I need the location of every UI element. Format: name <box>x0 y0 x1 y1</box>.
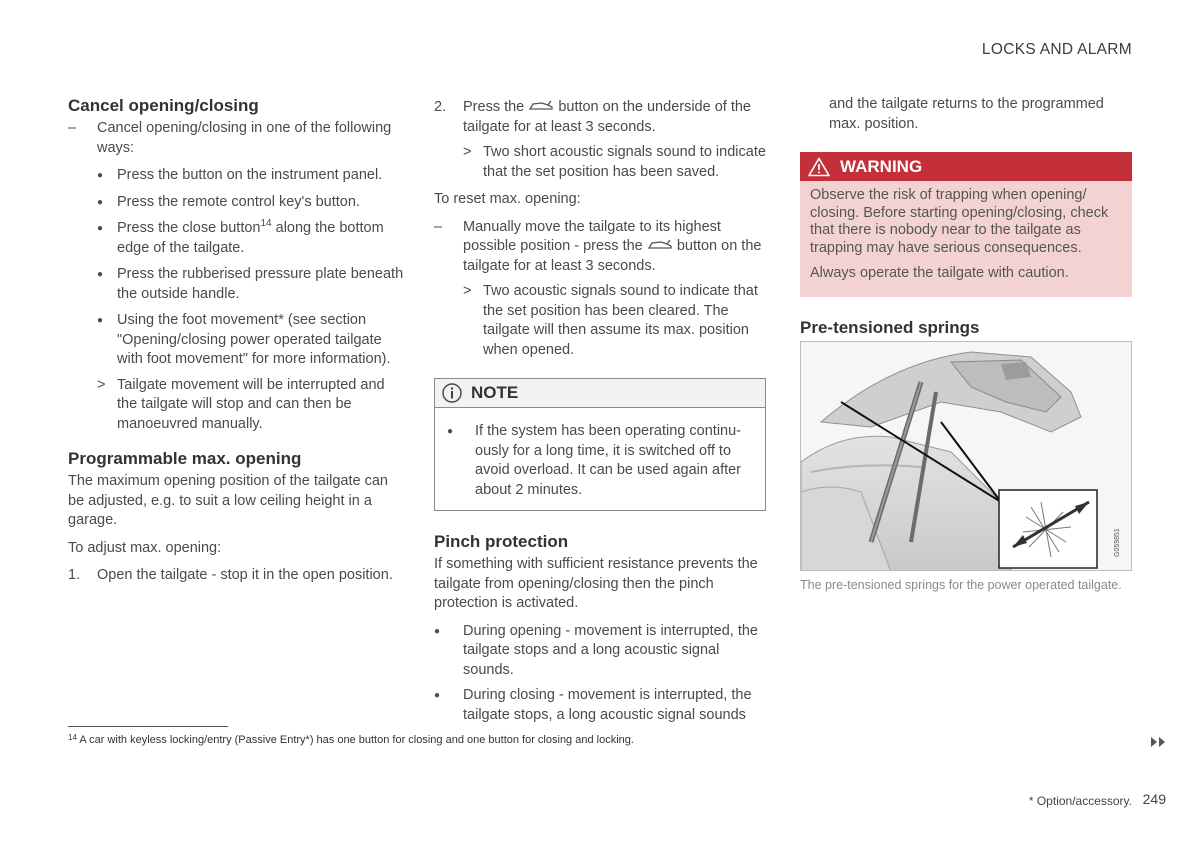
list-item: ● If the system has been operating continuously for a long time, it is switched off to avoid overload. It can be used again after about 2 minutes. <box>447 423 742 498</box>
bullet-marker: ● <box>97 196 104 208</box>
page-number: 249 <box>1142 791 1166 807</box>
footnote-text: A car with keyless locking/entry (Passive Entry*) has one button for closing and one button for closing and locking. <box>79 734 634 746</box>
section-title: LOCKS AND ALARM <box>981 41 1132 58</box>
pinch-intro: If something with sufficient resistance prevents the tailgate from opening/closing then the pinch protection is activated. <box>434 556 758 611</box>
column-2 <box>434 98 766 731</box>
tailgate-button-icon <box>647 239 673 251</box>
footnote-divider <box>68 726 228 727</box>
arrow-marker: > <box>463 144 472 160</box>
info-circle-icon <box>441 382 463 404</box>
footnote <box>68 733 634 747</box>
tailgate-springs-drawing <box>801 342 1132 571</box>
warning-text: Always operate the tailgate with caution. <box>810 265 1069 281</box>
warning-triangle-icon <box>808 157 830 177</box>
note-body <box>435 408 765 510</box>
note-box <box>434 378 766 511</box>
step-number: 2. <box>434 99 447 115</box>
warning-box <box>800 152 1132 297</box>
arrow-marker: > <box>97 376 106 393</box>
dash-marker: – <box>434 218 443 235</box>
bullet-marker: ● <box>97 170 104 181</box>
result-item: > Tailgate movement will be interrupted and the tailgate will stop and can then be manoeuvred manually. <box>97 376 385 432</box>
bullet-marker: ● <box>97 223 104 234</box>
column-3 <box>800 95 1132 593</box>
bullet-marker: ● <box>447 426 454 437</box>
springs-heading: Pre-tensioned springs <box>800 317 980 337</box>
result-item: > Two acoustic signals sound to indicate that the set position has been cleared. The tailgate will then assume its max. position when opened. <box>463 283 758 358</box>
double-arrow-right-icon <box>1150 736 1166 748</box>
reset-label: To reset max. opening: <box>434 191 581 207</box>
bullet-marker: ● <box>97 269 104 280</box>
list-item: ● Press the rubberised pressure plate beneath the outside handle. <box>97 266 404 302</box>
list-item: ● During closing - movement is interrupted, the tailgate stops, a long acoustic signal sounds <box>434 687 752 723</box>
adjust-label: To adjust max. opening: <box>68 539 222 556</box>
warning-body <box>800 181 1132 297</box>
arrow-marker: > <box>463 283 472 299</box>
cancel-dash-item: – Cancel opening/closing in one of the following ways: <box>68 120 392 156</box>
dash-marker: – <box>68 120 77 136</box>
springs-illustration <box>800 341 1132 571</box>
footnote-ref[interactable]: 14 <box>260 218 272 230</box>
reset-dash-item: – Manually move the tailgate to its highest possible position - press the button on the tailgate for at least 3 seconds. <box>434 218 762 274</box>
step-1: 1. Open the tailgate - stop it in the open position. <box>68 566 404 586</box>
continued-text: and the tailgate returns to the programmed max. position. <box>829 96 1104 132</box>
pinch-heading: Pinch protection <box>434 532 569 551</box>
list-item: ● Using the foot movement* (see section "Opening/closing power operated tailgate with foot movement" for more information). <box>97 312 391 367</box>
result-item: > Two short acoustic signals sound to indicate that the set position has been saved. <box>463 144 766 180</box>
list-item: ● Press the remote control key's button. <box>97 193 404 213</box>
figure-caption: The pre-tensioned springs for the power operated tailgate. <box>800 577 1122 592</box>
list-item: ● Press the button on the instrument panel. <box>97 166 404 186</box>
note-header <box>435 379 765 408</box>
prog-intro: The maximum opening position of the tailgate can be adjusted, e.g. to suit a low ceiling height in a garage. <box>68 473 388 528</box>
cancel-heading: Cancel opening/closing <box>68 96 259 115</box>
bullet-marker: ● <box>97 315 104 326</box>
footnote-number: 14 <box>68 733 77 742</box>
warning-text: Observe the risk of trapping when opening/ closing. Before starting opening/closing, check that there is nobody near to the tailgate as trapping may have serious consequences. <box>810 187 1109 256</box>
warning-header <box>800 152 1132 181</box>
list-item: ● Press the close button$^{14}$ along the bottom edge of the tailgate. <box>97 218 384 256</box>
figure-code: G059851 <box>1114 527 1121 557</box>
option-accessory-note: * Option/accessory. <box>1028 794 1132 808</box>
list-item: ● During opening - movement is interrupted, the tailgate stops and a long acoustic signal sounds. <box>434 622 758 678</box>
step-number: 1. <box>68 567 81 583</box>
bullet-marker: ● <box>434 690 441 701</box>
prog-heading: Programmable max. opening <box>68 449 302 468</box>
tailgate-button-icon <box>528 100 554 112</box>
column-1 <box>68 95 404 592</box>
bullet-marker: ● <box>434 625 441 637</box>
step-2: 2. Press the button on the underside of the tailgate for at least 3 seconds. <box>434 99 751 135</box>
warning-title: WARNING <box>840 156 923 176</box>
note-title: NOTE <box>471 383 519 403</box>
cancel-bullet-list <box>97 166 404 434</box>
